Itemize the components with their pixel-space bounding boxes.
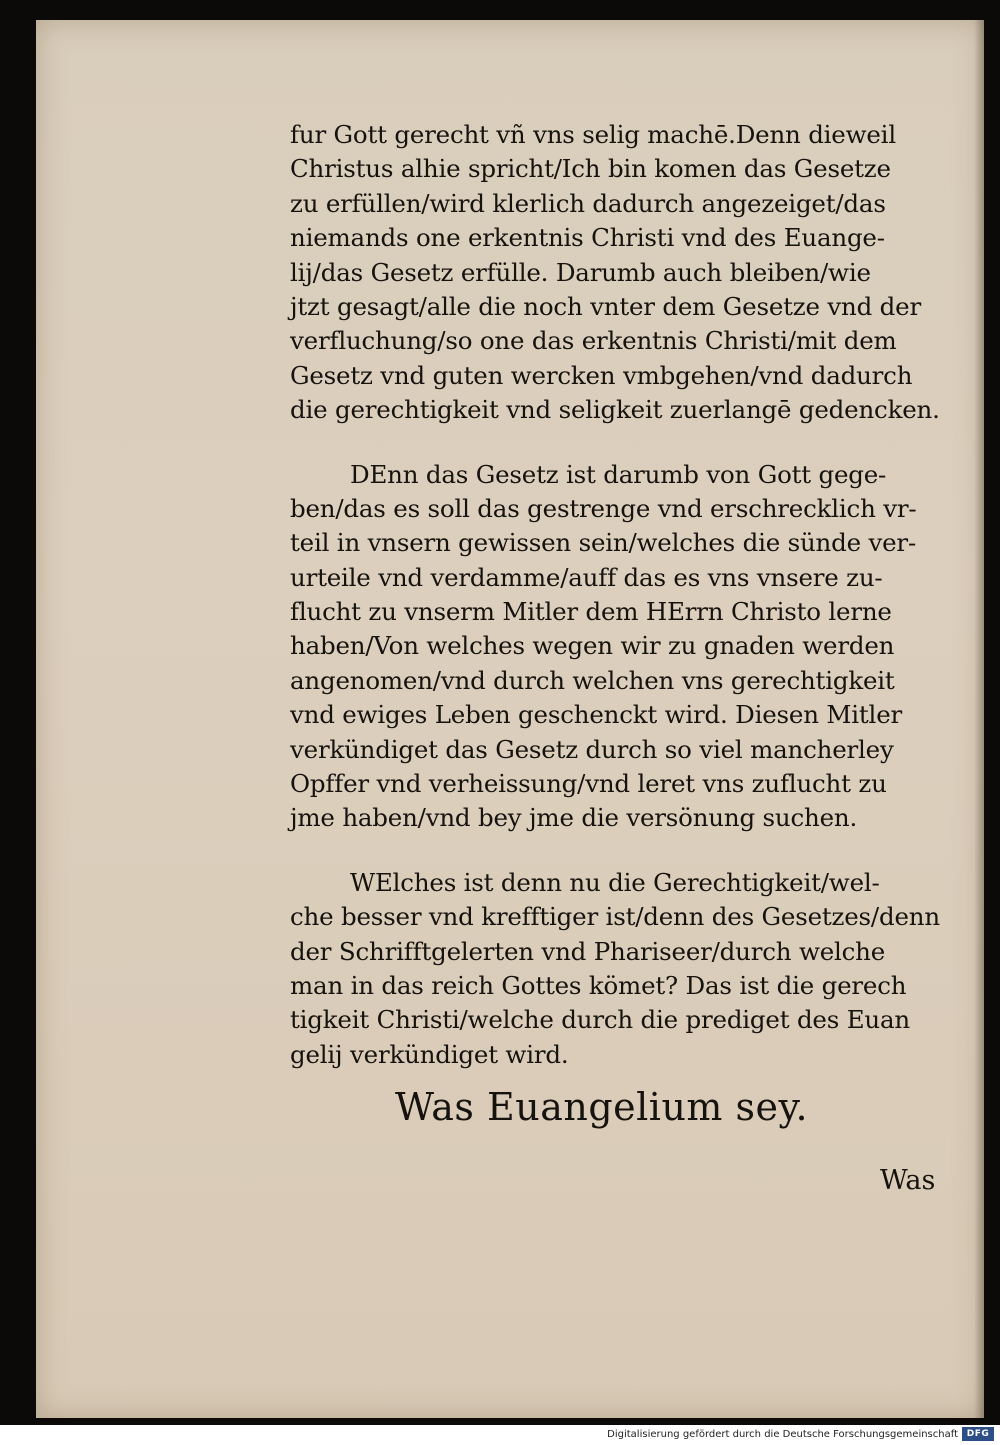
funding-credit: Digitalisierung gefördert durch die Deutsche Forschungsgemeinschaft — [607, 1429, 958, 1440]
text-line: flucht zu vnserm Mitler dem HErrn Christo lerne — [290, 597, 892, 627]
footer-bar — [0, 1425, 1000, 1445]
text-line: niemands one erkentnis Christi vnd des Euange- — [290, 223, 885, 253]
text-line: die gerechtigkeit vnd seligkeit zuerlangē gedencken. — [290, 395, 940, 425]
text-line: man in das reich Gottes kömet? Das ist die gerech — [290, 970, 907, 1000]
paragraph-1 — [290, 118, 975, 428]
section-heading: Was Euangelium sey. — [395, 1085, 809, 1129]
paragraph-3 — [290, 866, 975, 1072]
text-line: jme haben/vnd bey jme die versönung suchen. — [290, 803, 858, 833]
text-line: jtzt gesagt/alle die noch vnter dem Gesetze vnd der — [290, 291, 921, 321]
text-line: Gesetz vnd guten wercken vmbgehen/vnd dadurch — [290, 360, 913, 390]
text-line: che besser vnd krefftiger ist/denn des Gesetzes/denn — [290, 902, 940, 932]
text-line: teil in vnsern gewissen sein/welches die sünde ver- — [290, 528, 917, 558]
text-line: Christus alhie spricht/Ich bin komen das Gesetze — [290, 154, 891, 184]
paragraph-gap — [290, 836, 975, 866]
main-text — [290, 118, 975, 1072]
text-line: ben/das es soll das gestrenge vnd erschrecklich vr- — [290, 493, 917, 523]
dfg-logo: DFG — [962, 1427, 994, 1441]
text-line: gelij verkündiget wird. — [290, 1039, 569, 1069]
text-line: angenomen/vnd durch welchen vns gerechtigkeit — [290, 665, 895, 695]
text-line: verfluchung/so one das erkentnis Christi/mit dem — [290, 326, 897, 356]
text-line: DEnn das Gesetz ist darumb von Gott gege- — [350, 459, 887, 489]
page-edge-shadow — [974, 20, 984, 1418]
text-line: tigkeit Christi/welche durch die prediget des Euan — [290, 1005, 910, 1035]
text-line: lij/das Gesetz erfülle. Darumb auch bleiben/wie — [290, 257, 871, 287]
text-line: verkündiget das Gesetz durch so viel mancherley — [290, 734, 894, 764]
paragraph-2 — [290, 458, 975, 836]
text-line: fur Gott gerecht vñ vns selig machē.Denn dieweil — [290, 120, 896, 149]
text-line: WElches ist denn nu die Gerechtigkeit/wel- — [350, 867, 880, 897]
text-line: der Schrifftgelerten vnd Phariseer/durch welche — [290, 936, 886, 966]
text-line: urteile vnd verdamme/auff das es vns vnsere zu- — [290, 562, 883, 592]
text-line: vnd ewiges Leben geschenckt wird. Diesen Mitler — [290, 700, 903, 730]
text-line: Opffer vnd verheissung/vnd leret vns zuflucht zu — [290, 769, 887, 799]
paragraph-gap — [290, 428, 975, 458]
text-line: haben/Von welches wegen wir zu gnaden werden — [290, 631, 895, 661]
text-line: zu erfüllen/wird klerlich dadurch angezeiget/das — [290, 188, 886, 218]
catchword: Was — [880, 1165, 936, 1196]
